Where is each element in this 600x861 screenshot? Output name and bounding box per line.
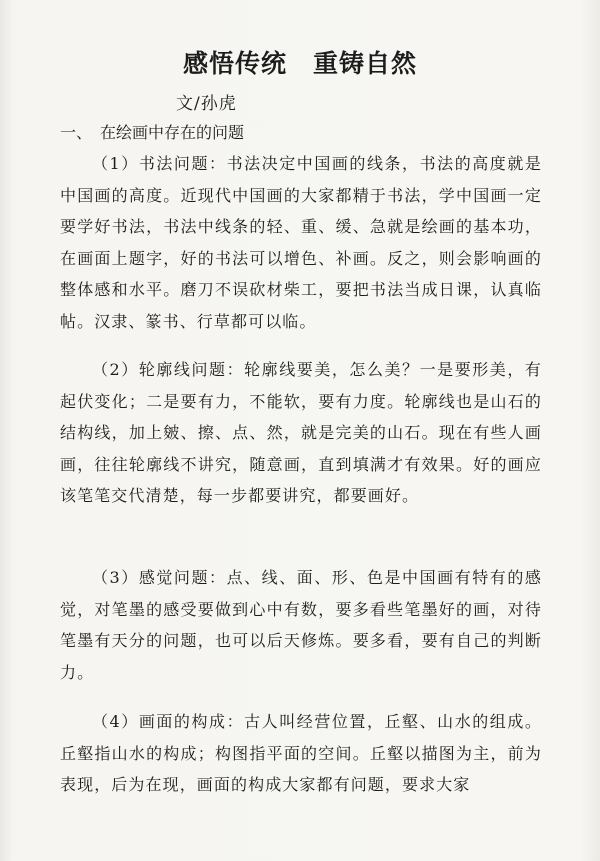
section-heading: 一、 在绘画中存在的问题 [60, 123, 245, 142]
author-byline: 文/孙虎 [176, 94, 237, 114]
paragraph-perception: （3）感觉问题：点、线、面、形、色是中国画有特有的感觉，对笔墨的感受要做到心中有数，要多看些笔墨好的画，对待笔墨有天分的问题，也可以后天修炼。要多看，要有自己的判断力。 [60, 568, 542, 682]
page-title: 感悟传统 重铸自然 [182, 49, 417, 78]
paragraph-composition: （4）画面的构成：古人叫经营位置，丘壑、山水的组成。丘壑指山水的构成；构图指平面的空间。丘壑以描图为主，前为表现，后为在现，画面的构成大家都有问题，要求大家 [60, 712, 542, 794]
paragraph-contour-line: （2）轮廓线问题：轮廓线要美，怎么美？一是要形美，有起伏变化；二是要有力，不能软，要有力度。轮廓线也是山石的结构线，加上皴、擦、点、然，就是完美的山石。现在有些人画画，往往轮廓线不讲究，随意画，直到填满才有效果。好的画应该笔笔交代清楚，每一步都要讲究，都要画好。 [60, 360, 542, 505]
paragraph-calligraphy: （1）书法问题：书法决定中国画的线条，书法的高度就是中国画的高度。近现代中国画的大家都精于书法，学中国画一定要学好书法，书法中线条的轻、重、缓、急就是绘画的基本功，在画面上题字，好的书法可以增色、补画。反之，则会影响画的整体感和水平。磨刀不误砍材柴工，要把书法当成日课，认真临帖。汉隶、篆书、行草都可以临。 [60, 154, 542, 331]
